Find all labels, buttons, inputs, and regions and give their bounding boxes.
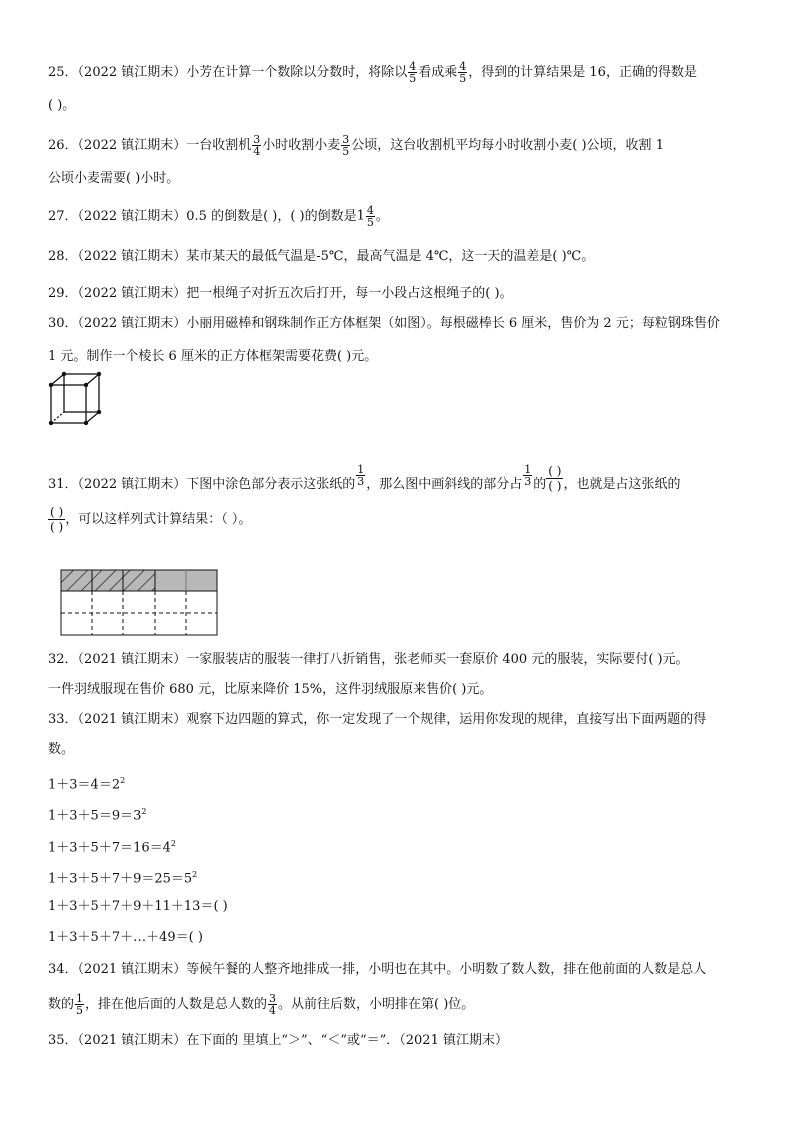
denominator: 5 [366, 216, 374, 229]
q32-line-2: 一件羽绒服现在售价 680 元，比原来降价 15%，这件羽绒服原来售价( )元。 [48, 682, 493, 697]
blank-fraction [546, 464, 563, 493]
denominator: 5 [342, 145, 350, 158]
denominator: 3 [524, 475, 532, 488]
blank-denominator: ( ) [548, 479, 562, 493]
denominator: 4 [253, 145, 261, 158]
q25-text-c: ，得到的计算结果是 16，正确的得数是 [468, 65, 697, 80]
fraction [408, 61, 417, 84]
q25-answer-line: ( )。 [48, 98, 76, 113]
q31-text-b: ，那么图中画斜线的部分占 [366, 477, 523, 492]
equation-blank-row: 1＋3＋5＋7＋…＋49＝( ) [48, 930, 203, 945]
numerator: 1 [76, 992, 84, 1005]
paper-grid-figure [60, 569, 218, 636]
q34-text-a: 数的 [48, 997, 75, 1012]
numerator: 4 [459, 60, 467, 73]
blank-denominator: ( ) [50, 520, 64, 534]
exponent: 2 [170, 839, 176, 848]
numerator: 3 [269, 992, 277, 1005]
equation-text: 1＋3＋5＋7＝16＝4 [48, 840, 171, 856]
q34-line-2 [48, 993, 474, 1016]
equation-row [48, 804, 146, 824]
q34-text-c: 。从前往后数，小明排在第( )位。 [278, 997, 475, 1012]
question-34: 34．（2021 镇江期末）等候午餐的人整齐地排成一排，小明也在其中。小明数了数人数，排在他前面的人数是总人 [48, 962, 707, 977]
fraction [268, 993, 277, 1016]
numerator: 1 [524, 463, 532, 476]
q31-line-2 [48, 505, 251, 534]
denominator: 4 [269, 1004, 277, 1017]
exponent: 2 [120, 776, 126, 785]
equation-text: 1＋3＋5＋7＋9＝25＝5 [48, 871, 193, 887]
q30-line-2: 1 元。制作一个棱长 6 厘米的正方体框架需要花费( )元。 [48, 349, 378, 364]
numerator: 4 [409, 60, 417, 73]
q26-text-b: 小时收割小麦 [262, 138, 341, 153]
question-33: 33．（2021 镇江期末）观察下边四题的算式，你一定发现了一个规律，运用你发现的规律，直接写出下面两题的得 [48, 712, 707, 727]
fraction [252, 134, 261, 157]
question-27 [48, 205, 389, 228]
fraction [366, 205, 375, 228]
fraction [356, 464, 365, 487]
exponent: 2 [192, 870, 198, 879]
fraction [75, 993, 84, 1016]
q31-text-a: 31．（2022 镇江期末）下图中涂色部分表示这张纸的 [48, 477, 356, 492]
denominator: 5 [459, 72, 467, 85]
q31-text-line2: ，可以这样列式计算结果：（ ）。 [65, 512, 252, 527]
question-30: 30．（2022 镇江期末）小丽用磁棒和钢珠制作正方体框架（如图）。每根磁棒长 6 厘米，售价为 2 元；每粒钢珠售价 [48, 316, 720, 331]
equation-row [48, 867, 197, 887]
q34-text-b: ，排在他后面的人数是总人数的 [85, 997, 268, 1012]
q31-text-c: 的 [533, 477, 547, 492]
q33-line-2: 数。 [48, 742, 75, 757]
numerator: 1 [357, 463, 365, 476]
q26-line-2: 公顷小麦需要( )小时。 [48, 171, 180, 186]
exponent: 2 [141, 807, 147, 816]
denominator: 5 [409, 72, 417, 85]
question-28: 28．（2022 镇江期末）某市某天的最低气温是-5℃，最高气温是 4℃，这一天的温差是( )℃。 [48, 249, 595, 264]
cube-frame-figure [46, 370, 106, 430]
question-26 [48, 134, 664, 157]
numerator: 4 [366, 204, 374, 217]
blank-numerator: ( ) [548, 464, 562, 478]
equation-row [48, 773, 125, 793]
q25-text-a: 25．（2022 镇江期末）小芳在计算一个数除以分数时，将除以 [48, 65, 408, 80]
q25-text-b: 看成乘 [418, 65, 458, 80]
question-32: 32．（2021 镇江期末）一家服装店的服装一律打八折销售，张老师买一套原价 400 元的服装，实际要付( )元。 [48, 652, 689, 667]
numerator: 3 [342, 133, 350, 146]
question-35: 35．（2021 镇江期末）在下面的 里填上“＞”、“＜”或“＝”．（2021 镇江期末） [48, 1033, 508, 1048]
equation-text: 1＋3＋5＝9＝3 [48, 808, 142, 824]
equation-row [48, 836, 176, 856]
question-29: 29．（2022 镇江期末）把一根绳子对折五次后打开，每一小段占这根绳子的( )。 [48, 286, 513, 301]
q27-text-a: 27．（2022 镇江期末）0.5 的倒数是( )，( )的倒数是 [48, 209, 357, 224]
denominator: 3 [357, 475, 365, 488]
fraction [458, 61, 467, 84]
fraction [341, 134, 350, 157]
mixed-number [356, 204, 376, 229]
equation-blank-row: 1＋3＋5＋7＋9＋11＋13＝( ) [48, 899, 228, 914]
fraction [523, 464, 532, 487]
denominator: 5 [76, 1004, 84, 1017]
numerator: 3 [253, 133, 261, 146]
q31-text-e: ，也就是占这张纸的 [563, 477, 681, 492]
blank-numerator: ( ) [50, 505, 64, 519]
equation-text: 1＋3＝4＝2 [48, 777, 121, 793]
whole-part: 1 [356, 208, 365, 224]
q26-text-c: 公顷，这台收割机平均每小时收割小麦( )公顷，收割 1 [351, 138, 664, 153]
blank-fraction [48, 505, 65, 534]
question-31 [48, 464, 681, 493]
question-25 [48, 61, 697, 84]
q26-text-a: 26．（2022 镇江期末）一台收割机 [48, 138, 252, 153]
q27-text-c: 。 [375, 209, 389, 224]
